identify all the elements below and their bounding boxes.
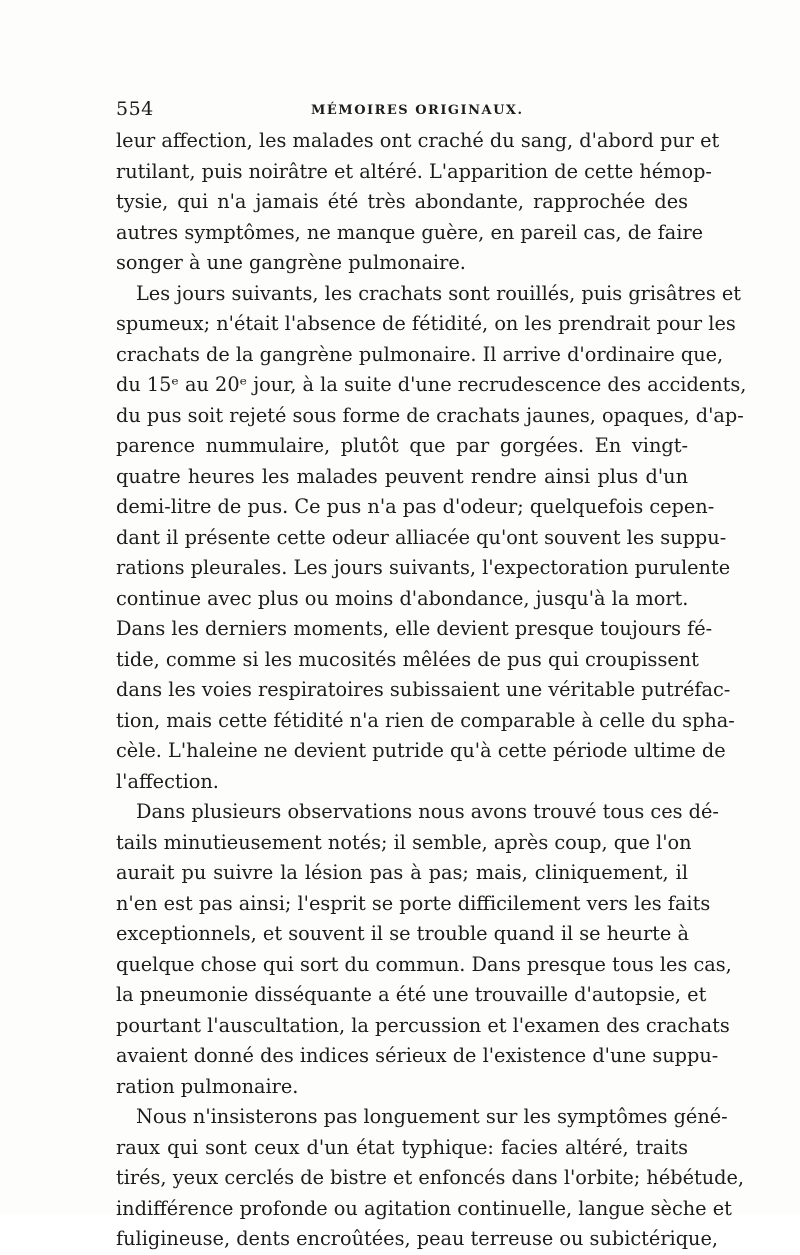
text-line: quatre heures les malades peuvent rendre ainsi plus d'un (116, 464, 688, 488)
running-head: MÉMOIRES ORIGINAUX. (311, 103, 524, 118)
text-line: fuligineuse, dents encroûtées, peau terreuse ou subictérique, (116, 1227, 719, 1250)
text-line: spumeux; n'était l'absence de fétidité, on les prendrait pour les (116, 312, 736, 335)
text-line: n'en est pas ainsi; l'esprit se porte difficilement vers les faits (116, 891, 711, 915)
text-line: pourtant l'auscultation, la percussion et l'examen des crachats (116, 1013, 730, 1037)
text-line: tysie, qui n'a jamais été très abondante, rapprochée des (116, 190, 688, 213)
text-line: aurait pu suivre la lésion pas à pas; mais, cliniquement, il (116, 861, 688, 884)
text-line: avaient donné des indices sérieux de l'existence d'une suppu- (116, 1044, 719, 1067)
text-line: cèle. L'haleine ne devient putride qu'à cette période ultime de (116, 739, 726, 762)
text-line: tide, comme si les mucosités mêlées de pus qui croupissent (116, 647, 699, 671)
text-line: rutilant, puis noirâtre et altéré. L'apparition de cette hémop- (116, 159, 712, 183)
text-line: tion, mais cette fétidité n'a rien de comparable à celle du spha- (116, 708, 735, 732)
text-line: du 15ᵉ au 20ᵉ jour, à la suite d'une recrudescence des accidents, (116, 373, 747, 396)
text-line: du pus soit rejeté sous forme de crachats jaunes, opaques, d'ap- (116, 403, 744, 427)
text-line: tails minutieusement notés; il semble, après coup, que l'on (116, 830, 692, 854)
paragraph-start-line: Les jours suivants, les crachats sont rouillés, puis grisâtres et (136, 281, 741, 305)
text-line: dant il présente cette odeur alliacée qu'ont souvent les suppu- (116, 525, 727, 549)
text-line: la pneumonie disséquante a été une trouvaille d'autopsie, et (116, 983, 707, 1006)
paragraph-start-line: Nous n'insisterons pas longuement sur les symptômes géné- (136, 1105, 728, 1128)
text-line: parence nummulaire, plutôt que par gorgées. En vingt- (116, 434, 688, 457)
text-line: autres symptômes, ne manque guère, en pareil cas, de faire (116, 220, 704, 244)
text-line: quelque chose qui sort du commun. Dans presque tous les cas, (116, 952, 732, 976)
text-line: ration pulmonaire. (116, 1074, 299, 1098)
text-line: exceptionnels, et souvent il se trouble quand il se heurte à (116, 922, 689, 945)
text-line: songer à une gangrène pulmonaire. (116, 251, 466, 274)
text-line: l'affection. (116, 769, 219, 793)
text-line: demi-litre de pus. Ce pus n'a pas d'odeur; quelquefois cepen- (116, 495, 715, 518)
text-line: rations pleurales. Les jours suivants, l'expectoration purulente (116, 556, 731, 579)
text-line: dans les voies respiratoires subissaient une véritable putréfac- (116, 678, 731, 701)
text-line: indifférence profonde ou agitation continuelle, langue sèche et (116, 1196, 732, 1220)
text-line: continue avec plus ou moins d'abondance, jusqu'à la mort. (116, 586, 689, 610)
text-line: tirés, yeux cerclés de bistre et enfoncés dans l'orbite; hébétude, (116, 1166, 745, 1189)
page-header (116, 98, 686, 128)
text-line: Dans les derniers moments, elle devient presque toujours fé- (116, 617, 713, 640)
text-line: crachats de la gangrène pulmonaire. Il arrive d'ordinaire que, (116, 342, 724, 366)
text-line: leur affection, les malades ont craché du sang, d'abord pur et (116, 129, 720, 152)
page-number: 554 (116, 98, 154, 120)
paragraph-start-line: Dans plusieurs observations nous avons trouvé tous ces dé- (136, 800, 719, 823)
body-text (116, 126, 747, 1255)
text-line: raux qui sont ceux d'un état typhique: facies altéré, traits (116, 1135, 688, 1159)
